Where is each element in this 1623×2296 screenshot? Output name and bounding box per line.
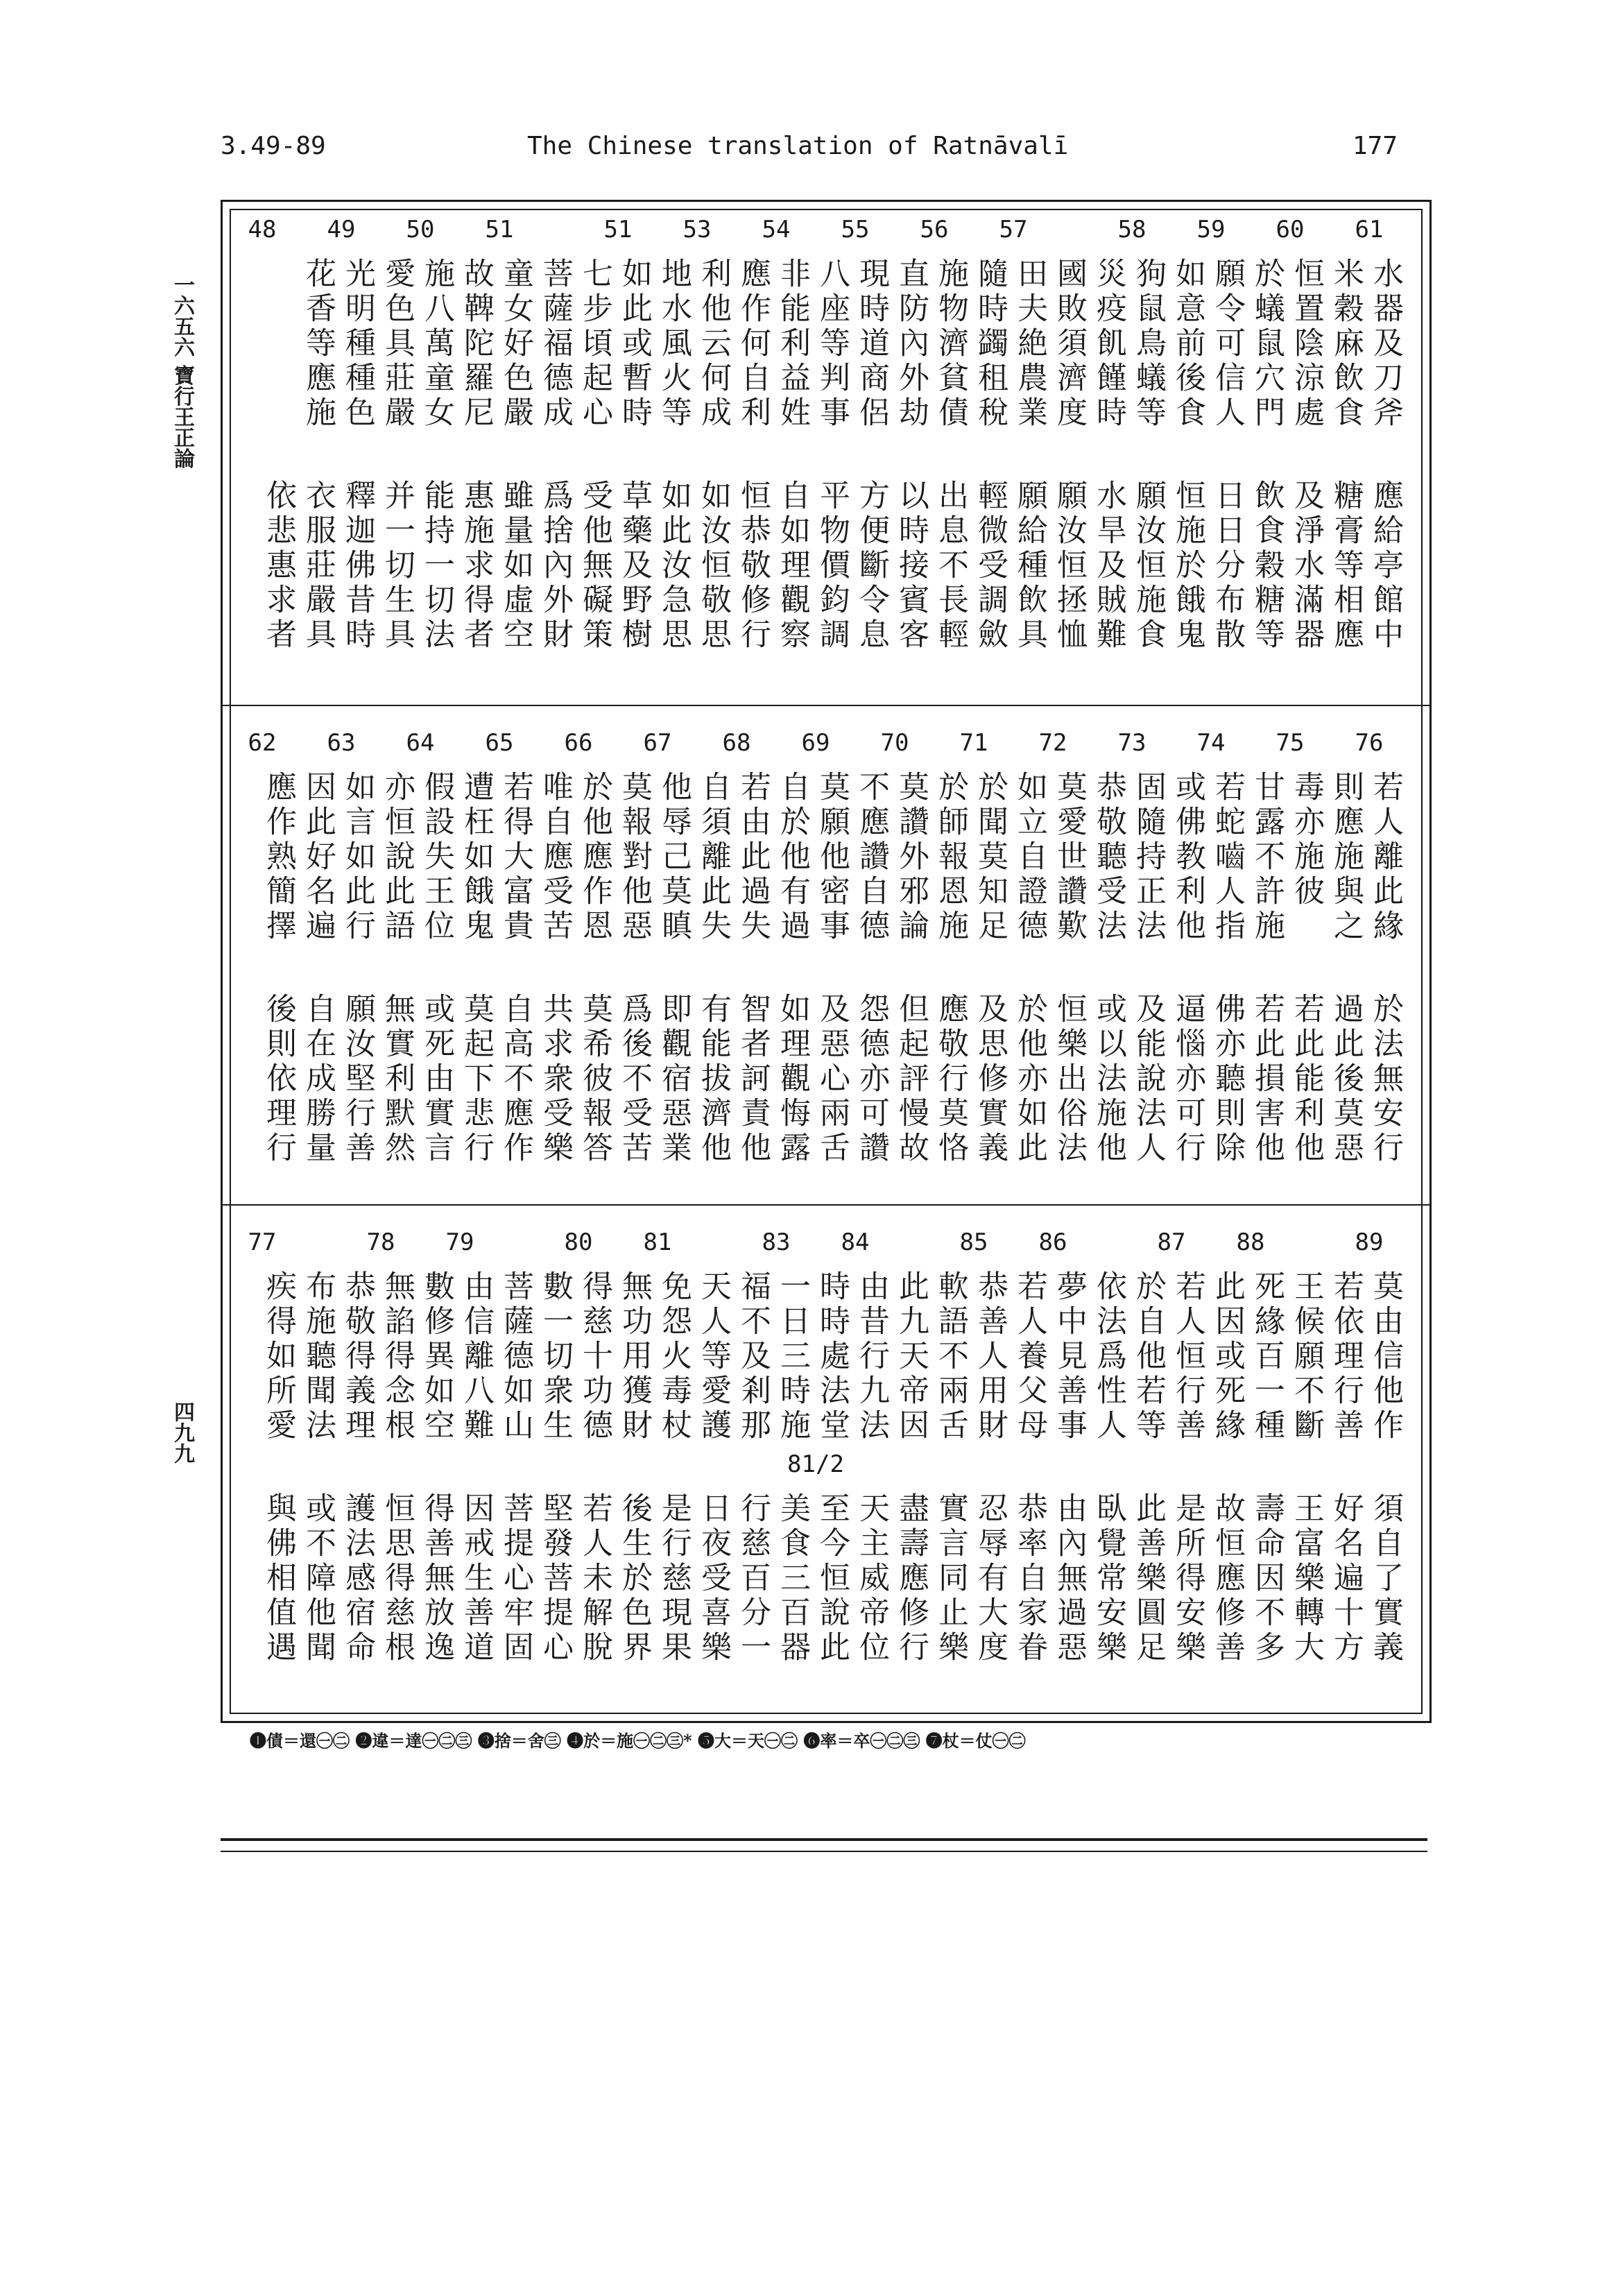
verse-line-lower: 以時接賓客 xyxy=(893,479,929,653)
verse-line-upper: 依法爲性人 xyxy=(1091,1270,1126,1443)
verse-line-upper: 亦恒說此語 xyxy=(379,771,415,944)
verse-number: 50 xyxy=(406,216,435,243)
verse-number: 63 xyxy=(327,729,356,757)
verse-line-lower: 水旱及賊難 xyxy=(1091,479,1126,653)
verse-number: 56 xyxy=(920,216,949,243)
verse-line-lower: 後則依理行 xyxy=(261,993,296,1166)
verse-line-upper: 天人等愛護 xyxy=(696,1270,731,1443)
verse-line-lower: 恒恭敬修行 xyxy=(735,479,771,653)
verse-line-lower: 共求衆受樂 xyxy=(538,993,573,1166)
verse-block-1 xyxy=(223,202,1429,701)
verse-line-lower: 是行慈現果 xyxy=(656,1492,692,1665)
verse-number: 76 xyxy=(1355,729,1384,757)
verse-line-upper: 福不及剎那 xyxy=(735,1270,771,1443)
verse-line-upper: 非能利益姓 xyxy=(775,257,810,431)
verse-line-lower: 美食三百器 xyxy=(775,1492,810,1665)
verse-line-lower: 得善無放逸 xyxy=(419,1492,454,1665)
verse-line-upper: 他辱己莫瞋 xyxy=(656,771,692,944)
verse-number: 73 xyxy=(1117,729,1147,757)
verse-number: 67 xyxy=(643,729,672,757)
margin-page-number: 四九九 xyxy=(170,1401,194,1464)
verse-line-upper: 如言如此行 xyxy=(340,771,375,944)
header-title: The Chinese translation of Ratnāvalī xyxy=(527,132,1069,160)
verse-number: 65 xyxy=(485,729,514,757)
verse-number: 80 xyxy=(564,1228,593,1256)
verse-line-lower: 至今恒說此 xyxy=(814,1492,850,1665)
verse-line-upper: 愛色具莊嚴 xyxy=(379,257,415,431)
verse-line-lower: 自在成勝量 xyxy=(300,993,336,1166)
verse-line-upper: 地水風火等 xyxy=(656,257,692,431)
verse-line-lower: 如此汝急思 xyxy=(656,479,692,653)
verse-number: 84 xyxy=(841,1228,870,1256)
verse-line-lower: 但起評慢故 xyxy=(893,993,929,1166)
verse-line-upper: 狗鼠鳥蟻等 xyxy=(1131,257,1166,431)
verse-line-lower: 於他亦如此 xyxy=(1012,993,1047,1166)
block-divider xyxy=(223,705,1429,706)
verse-line-lower: 過此後莫惡 xyxy=(1328,993,1364,1166)
verse-number: 75 xyxy=(1276,729,1305,757)
verse-line-upper: 若人養父母 xyxy=(1012,1270,1047,1443)
verse-line-upper: 由昔行九法 xyxy=(854,1270,889,1443)
verse-number: 87 xyxy=(1157,1228,1186,1256)
verse-line-upper: 如意前後食 xyxy=(1170,257,1205,431)
verse-line-lower: 或死由實言 xyxy=(419,993,454,1166)
verse-line-lower: 由內無過惡 xyxy=(1051,1492,1087,1665)
verse-line-lower: 於法無安行 xyxy=(1368,993,1403,1166)
verse-line-upper: 於聞莫知足 xyxy=(972,771,1008,944)
verse-line-lower: 即觀宿惡業 xyxy=(656,993,692,1166)
verse-line-upper: 布施聽聞法 xyxy=(300,1270,336,1443)
header-section-ref: 3.49-89 xyxy=(221,132,326,160)
verse-line-lower: 或不障他聞 xyxy=(300,1492,336,1665)
verse-line-lower: 能持一切法 xyxy=(419,479,454,653)
verse-line-upper: 願令可信人 xyxy=(1210,257,1245,431)
verse-line-lower: 後生於色界 xyxy=(617,1492,652,1665)
verse-line-lower: 堅發菩提心 xyxy=(538,1492,573,1665)
verse-number: 58 xyxy=(1117,216,1147,243)
verse-line-lower: 受他無礙策 xyxy=(577,479,612,653)
verse-line-upper: 花香等應施 xyxy=(300,257,336,431)
verse-line-upper: 數一切衆生 xyxy=(538,1270,573,1443)
verse-line-upper: 王候願不斷 xyxy=(1289,1270,1324,1443)
verse-number: 68 xyxy=(722,729,751,757)
page-number: 177 xyxy=(1352,132,1398,160)
verse-line-lower: 如理觀悔露 xyxy=(775,993,810,1166)
verse-line-upper: 夢中見善事 xyxy=(1051,1270,1087,1443)
verse-line-lower: 願汝恒拯恤 xyxy=(1051,479,1087,653)
verse-line-upper: 菩薩福德成 xyxy=(538,257,573,431)
verse-line-upper: 隨時蠲租稅 xyxy=(972,257,1008,431)
verse-line-upper: 遭枉如餓鬼 xyxy=(458,771,494,944)
block-divider xyxy=(223,1204,1429,1206)
verse-line-lower: 釋迦佛昔時 xyxy=(340,479,375,653)
verse-line-lower: 願給種飲具 xyxy=(1012,479,1047,653)
verse-number: 72 xyxy=(1038,729,1067,757)
verse-number-extra: 81/2 xyxy=(787,1450,844,1478)
verse-line-lower: 恒思得慈根 xyxy=(379,1492,415,1665)
verse-number: 64 xyxy=(406,729,435,757)
verse-line-lower: 願汝恒施食 xyxy=(1131,479,1166,653)
verse-line-upper: 固隨持正法 xyxy=(1131,771,1166,944)
verse-line-lower: 逼惱亦可行 xyxy=(1170,993,1205,1166)
verse-number: 55 xyxy=(841,216,870,243)
verse-line-upper: 數修異如空 xyxy=(419,1270,454,1443)
verse-line-lower: 應敬行莫恪 xyxy=(933,993,968,1166)
verse-line-lower: 自如理觀察 xyxy=(775,479,810,653)
verse-line-upper: 免怨火毒杖 xyxy=(656,1270,692,1443)
verse-number-row xyxy=(223,729,1429,764)
verse-line-upper: 故鞞陀羅尼 xyxy=(458,257,494,431)
verse-line-lower: 如汝恒敬思 xyxy=(696,479,731,653)
verse-line-lower: 護法感宿命 xyxy=(340,1492,375,1665)
verse-number: 61 xyxy=(1355,216,1384,243)
footnotes: ❶債＝還㊀㊁ ❷違＝達㊀㊁㊂ ❸捨＝舍㊂ ❹於＝施㊀㊁㊂* ❺大＝天㊀㊁ ❻率＝卒㊀㊁㊂ ❼杖＝仗㊀㊁ xyxy=(250,1731,1026,1751)
verse-number: 77 xyxy=(248,1228,277,1256)
verse-number: 71 xyxy=(959,729,988,757)
verse-line-lower: 好名遍十方 xyxy=(1328,1492,1364,1665)
verse-line-lower: 日夜受喜樂 xyxy=(696,1492,731,1665)
verse-line-upper: 於自他若等 xyxy=(1131,1270,1166,1443)
verse-number: 62 xyxy=(248,729,277,757)
verse-line-lower: 臥覺常安樂 xyxy=(1091,1492,1126,1665)
verse-line-lower: 若此損害他 xyxy=(1249,993,1285,1166)
verse-line-lower: 與佛相值遇 xyxy=(261,1492,296,1665)
verse-line-upper: 施物濟貧債 xyxy=(933,257,968,431)
verse-block-2 xyxy=(223,715,1429,1201)
verse-line-lower: 行慈百分一 xyxy=(735,1492,771,1665)
verse-line-upper: 自須離此失 xyxy=(696,771,731,944)
verse-line-lower: 因戒生善道 xyxy=(458,1492,494,1665)
verse-line-upper: 若得大富貴 xyxy=(498,771,533,944)
verse-line-lower: 智者訶責他 xyxy=(735,993,771,1166)
verse-line-upper: 應作熟簡擇 xyxy=(261,771,296,944)
verse-line-upper: 因此好名遍 xyxy=(300,771,336,944)
verse-line-lower: 實言同止樂 xyxy=(933,1492,968,1665)
verse-number: 51 xyxy=(603,216,633,243)
verse-line-upper: 自於他有過 xyxy=(775,771,810,944)
verse-number: 79 xyxy=(445,1228,474,1256)
verse-line-lower: 若人未解脫 xyxy=(577,1492,612,1665)
verse-line-upper: 光明種種色 xyxy=(340,257,375,431)
verse-line-upper: 若依理行善 xyxy=(1328,1270,1364,1443)
verse-line-upper: 唯自應受苦 xyxy=(538,771,573,944)
verse-line-lower: 盡壽應修行 xyxy=(893,1492,929,1665)
verse-line-lower: 無實利默然 xyxy=(379,993,415,1166)
verse-number-row xyxy=(223,216,1429,250)
verse-line-upper: 恭善人用財 xyxy=(972,1270,1008,1443)
verse-line-upper: 七步頃起心 xyxy=(577,257,612,431)
verse-line-lower: 願汝堅行善 xyxy=(340,993,375,1166)
verse-line-lower: 出息不長輕 xyxy=(933,479,968,653)
verse-line-lower: 及思修實義 xyxy=(972,993,1008,1166)
verse-line-lower: 莫起下悲行 xyxy=(458,993,494,1166)
verse-line-lower: 爲捨內外財 xyxy=(538,479,573,653)
verse-line-upper: 於師報恩施 xyxy=(933,771,968,944)
verse-line-lower: 依悲惠求者 xyxy=(261,479,296,653)
verse-number: 70 xyxy=(880,729,909,757)
verse-line-upper: 無功用獲財 xyxy=(617,1270,652,1443)
verse-line-lower: 怨德亦可讚 xyxy=(854,993,889,1166)
verse-line-lower: 輕微受調斂 xyxy=(972,479,1008,653)
verse-line-upper: 若人離此緣 xyxy=(1368,771,1403,944)
verse-line-upper: 毒亦施彼 xyxy=(1289,771,1324,909)
verse-line-upper: 一日三時施 xyxy=(775,1270,810,1443)
verse-line-upper: 不應讚自德 xyxy=(854,771,889,944)
verse-line-upper: 時時處法堂 xyxy=(814,1270,850,1443)
verse-line-lower: 忍辱有大度 xyxy=(972,1492,1008,1665)
verse-number: 53 xyxy=(682,216,712,243)
verse-line-upper: 則應施與之 xyxy=(1328,771,1364,944)
verse-line-upper: 此九天帝因 xyxy=(893,1270,929,1443)
verse-line-upper: 軟語不兩舌 xyxy=(933,1270,968,1443)
verse-line-upper: 若蛇嚙人指 xyxy=(1210,771,1245,944)
verse-block-3 xyxy=(223,1215,1429,1714)
verse-line-lower: 衣服莊嚴具 xyxy=(300,479,336,653)
verse-number: 86 xyxy=(1038,1228,1067,1256)
verse-line-upper: 恭敬得義理 xyxy=(340,1270,375,1443)
bottom-rule xyxy=(221,1838,1427,1841)
verse-line-upper: 田夫絶農業 xyxy=(1012,257,1047,431)
verse-line-lower: 有能拔濟他 xyxy=(696,993,731,1166)
verse-line-lower: 及淨水滿器 xyxy=(1289,479,1324,653)
verse-line-lower: 或以法施他 xyxy=(1091,993,1126,1166)
verse-line-lower: 恒施於餓鬼 xyxy=(1170,479,1205,653)
verse-line-lower: 莫希彼報答 xyxy=(577,993,612,1166)
verse-line-upper: 水器及刀斧 xyxy=(1368,257,1403,431)
verse-line-upper: 或佛教利他 xyxy=(1170,771,1205,944)
verse-line-upper: 莫報對他惡 xyxy=(617,771,652,944)
verse-line-upper: 由信離八難 xyxy=(458,1270,494,1443)
verse-number: 69 xyxy=(801,729,830,757)
verse-line-upper: 假設失王位 xyxy=(419,771,454,944)
verse-number: 83 xyxy=(762,1228,791,1256)
verse-line-upper: 甘露不許施 xyxy=(1249,771,1285,944)
verse-number: 51 xyxy=(485,216,514,243)
verse-line-lower: 恭率自家眷 xyxy=(1012,1492,1047,1665)
verse-line-upper: 現時道商侶 xyxy=(854,257,889,431)
verse-line-upper: 利他云何成 xyxy=(696,257,731,431)
verse-line-lower: 菩提心牢固 xyxy=(498,1492,533,1665)
verse-line-lower: 是所得安樂 xyxy=(1170,1492,1205,1665)
verse-line-lower: 壽命因不多 xyxy=(1249,1492,1285,1665)
verse-line-upper: 童女好色嚴 xyxy=(498,257,533,431)
verse-line-lower: 及惡心兩舌 xyxy=(814,993,850,1166)
verse-line-upper: 恒置陰涼處 xyxy=(1289,257,1324,431)
verse-line-upper: 災疫飢饉時 xyxy=(1091,257,1126,431)
verse-number-row xyxy=(223,1228,1429,1263)
verse-number: 49 xyxy=(327,216,356,243)
verse-number: 88 xyxy=(1236,1228,1265,1256)
verse-line-lower: 故恒應修善 xyxy=(1210,1492,1245,1665)
verse-number: 78 xyxy=(366,1228,395,1256)
verse-line-upper: 如立自證德 xyxy=(1012,771,1047,944)
verse-line-upper: 莫讚外邪論 xyxy=(893,771,929,944)
verse-line-upper: 於他應作恩 xyxy=(577,771,612,944)
verse-line-lower: 并一切生具 xyxy=(379,479,415,653)
verse-line-lower: 飲食穀糖等 xyxy=(1249,479,1285,653)
verse-line-lower: 天主威帝位 xyxy=(854,1492,889,1665)
verse-line-lower: 糖膏等相應 xyxy=(1328,479,1364,653)
verse-line-upper: 無諂得念根 xyxy=(379,1270,415,1443)
verse-line-upper: 若由此過失 xyxy=(735,771,771,944)
verse-number: 74 xyxy=(1196,729,1226,757)
verse-line-upper: 米穀麻飲食 xyxy=(1328,257,1364,431)
verse-line-upper: 應作何自利 xyxy=(735,257,771,431)
verse-number: 66 xyxy=(564,729,593,757)
verse-number: 81 xyxy=(643,1228,672,1256)
verse-line-lower: 惠施求得者 xyxy=(458,479,494,653)
verse-number: 59 xyxy=(1196,216,1226,243)
verse-line-upper: 菩薩德如山 xyxy=(498,1270,533,1443)
verse-line-upper: 如此或暫時 xyxy=(617,257,652,431)
verse-line-upper: 得慈十功德 xyxy=(577,1270,612,1443)
verse-number: 54 xyxy=(762,216,791,243)
verse-line-lower: 應給亭館中 xyxy=(1368,479,1403,653)
verse-line-lower: 若此能利他 xyxy=(1289,993,1324,1166)
verse-number: 85 xyxy=(959,1228,988,1256)
verse-line-lower: 自高不應作 xyxy=(498,993,533,1166)
verse-line-lower: 方便斷令息 xyxy=(854,479,889,653)
text-frame xyxy=(221,200,1432,1723)
verse-line-lower: 須自了實義 xyxy=(1368,1492,1403,1665)
verse-line-lower: 草藥及野樹 xyxy=(617,479,652,653)
verse-line-upper: 施八萬童女 xyxy=(419,257,454,431)
verse-line-upper: 八座等判事 xyxy=(814,257,850,431)
verse-line-upper: 若人恒行善 xyxy=(1170,1270,1205,1443)
verse-line-lower: 平物價鈞調 xyxy=(814,479,850,653)
verse-line-upper: 恭敬聽受法 xyxy=(1091,771,1126,944)
verse-line-upper: 直防內外劫 xyxy=(893,257,929,431)
verse-line-lower: 日日分布散 xyxy=(1210,479,1245,653)
verse-line-upper: 死緣百一種 xyxy=(1249,1270,1285,1443)
verse-line-lower: 爲後不受苦 xyxy=(617,993,652,1166)
verse-line-lower: 王富樂轉大 xyxy=(1289,1492,1324,1665)
verse-line-lower: 及能說法人 xyxy=(1131,993,1166,1166)
verse-line-lower: 雖量如虛空 xyxy=(498,479,533,653)
margin-source-reference: 一六五六 寶行王正論 xyxy=(170,274,194,469)
verse-line-lower: 此善樂圓足 xyxy=(1131,1492,1166,1665)
verse-line-upper: 國敗須濟度 xyxy=(1051,257,1087,431)
verse-number: 57 xyxy=(999,216,1028,243)
verse-line-lower: 佛亦聽則除 xyxy=(1210,993,1245,1166)
verse-line-upper: 莫愛世讚歎 xyxy=(1051,771,1087,944)
verse-line-upper: 莫願他密事 xyxy=(814,771,850,944)
verse-line-lower: 恒樂出俗法 xyxy=(1051,993,1087,1166)
verse-number: 48 xyxy=(248,216,277,243)
verse-line-upper: 此因或死緣 xyxy=(1210,1270,1245,1443)
bottom-rule xyxy=(221,1851,1427,1852)
verse-line-upper: 疾得如所愛 xyxy=(261,1270,296,1443)
verse-line-upper: 於蟻鼠穴門 xyxy=(1249,257,1285,431)
verse-number: 89 xyxy=(1355,1228,1384,1256)
verse-line-upper: 莫由信他作 xyxy=(1368,1270,1403,1443)
verse-number: 60 xyxy=(1276,216,1305,243)
